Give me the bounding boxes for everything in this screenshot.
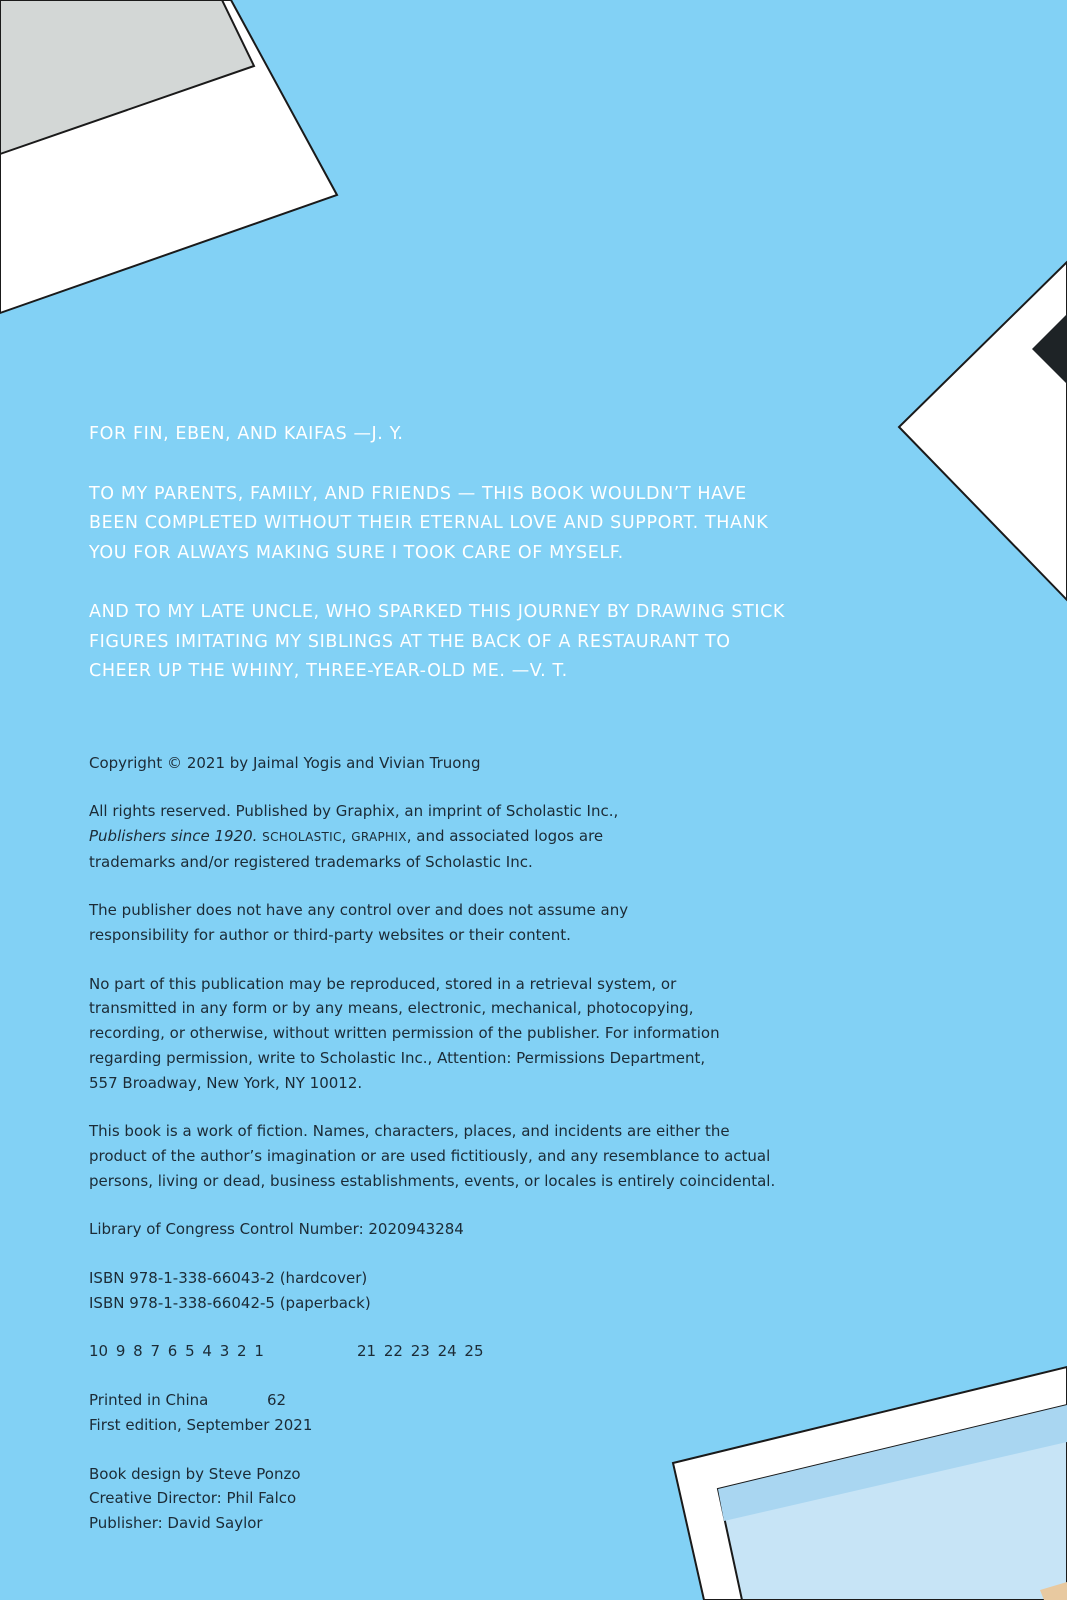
brand-graphix: GRAPHIX (351, 829, 407, 844)
permissions-paragraph (89, 972, 789, 1096)
control-paragraph (89, 898, 789, 947)
control-line: responsibility for author or third-party websites or their content. (89, 926, 571, 945)
credit-book-design: Book design by Steve Ponzo (89, 1464, 301, 1483)
fiction-line: This book is a work of fiction. Names, characters, places, and incidents are either the (89, 1122, 730, 1141)
right-photo (899, 262, 1067, 600)
isbn-paperback: ISBN 978-1-338-66042-5 (paperback) (89, 1293, 371, 1312)
rights-paragraph (89, 799, 789, 874)
trademark-line (89, 824, 789, 850)
dedication-authors-1: FOR FIN, EBEN, AND KAIFAS —J. Y. (89, 424, 404, 444)
trademark-line-2: trademarks and/or registered trademarks of Scholastic Inc. (89, 852, 533, 871)
isbn-block (89, 1266, 789, 1315)
top-left-photo (0, 0, 337, 313)
credit-creative-director: Creative Director: Phil Falco (89, 1489, 297, 1508)
permissions-line: 557 Broadway, New York, NY 10012. (89, 1073, 363, 1092)
printed-block (89, 1388, 789, 1437)
credit-publisher: Publisher: David Saylor (89, 1513, 263, 1532)
brand-separator: , (341, 826, 347, 845)
printing-line (89, 1339, 789, 1364)
printed-place: Printed in China (89, 1391, 209, 1410)
printer-code: 62 (267, 1391, 287, 1410)
copyright-page (89, 420, 789, 1536)
edition-line: First edition, September 2021 (89, 1415, 313, 1434)
permissions-line: No part of this publication may be reproduced, stored in a retrieval system, or (89, 974, 677, 993)
permissions-line: recording, or otherwise, without written permission of the publisher. For information (89, 1024, 720, 1043)
dedication-author-2-family: TO MY PARENTS, FAMILY, AND FRIENDS — THIS BOOK WOULDN’T HAVE BEEN COMPLETED WITHOUT THEIR ETERNAL LOVE AND SUPPORT. THANK YOU FOR ALWAYS MAKING SURE I TOOK CARE OF MYSELF. (89, 483, 769, 563)
permissions-line: transmitted in any form or by any means, electronic, mechanical, photocopying, (89, 999, 694, 1018)
control-line: The publisher does not have any control over and does not assume any (89, 901, 629, 920)
isbn-hardcover: ISBN 978-1-338-66043-2 (hardcover) (89, 1269, 368, 1288)
print-sequence: 10 9 8 7 6 5 4 3 2 1 (89, 1342, 264, 1361)
brand-scholastic: SCHOLASTIC (262, 829, 342, 844)
permissions-line: regarding permission, write to Scholastic Inc., Attention: Permissions Department, (89, 1048, 706, 1067)
trademark-rest: , and associated logos are (406, 826, 604, 845)
rights-line: All rights reserved. Published by Graphix, an imprint of Scholastic Inc., (89, 802, 619, 821)
print-years: 21 22 23 24 25 (357, 1342, 484, 1361)
credits-block (89, 1462, 789, 1536)
lccn-line: Library of Congress Control Number: 2020943284 (89, 1220, 464, 1239)
copyright-line: Copyright © 2021 by Jaimal Yogis and Vivian Truong (89, 753, 481, 772)
fiction-line: product of the author’s imagination or are used fictitiously, and any resemblance to actual (89, 1146, 771, 1165)
publisher-tagline: Publishers since 1920. (89, 826, 258, 845)
fiction-paragraph (89, 1119, 789, 1193)
fiction-line: persons, living or dead, business establishments, events, or locales is entirely coincidental. (89, 1171, 776, 1190)
dedication-author-2-uncle: AND TO MY LATE UNCLE, WHO SPARKED THIS JOURNEY BY DRAWING STICK FIGURES IMITATING MY SIBLINGS AT THE BACK OF A RESTAURANT TO CHEER UP THE WHINY, THREE-YEAR-OLD ME. —V. T. (89, 602, 786, 681)
printed-line (89, 1388, 789, 1413)
